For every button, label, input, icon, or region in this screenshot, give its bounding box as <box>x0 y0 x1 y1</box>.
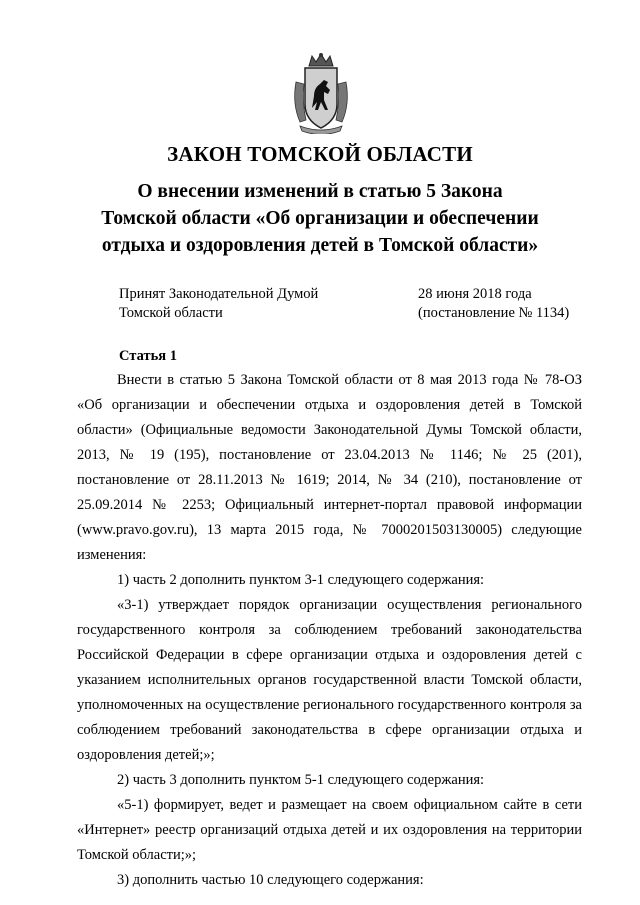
subtitle-line: Томской области «Об организации и обеспечении <box>101 208 539 229</box>
adoption-date: 28 июня 2018 года <box>418 286 532 302</box>
subtitle-line: О внесении изменений в статью 5 Закона <box>137 181 503 202</box>
coat-of-arms-icon <box>290 52 352 134</box>
paragraph: Внести в статью 5 Закона Томской области от 8 мая 2013 года № 78-ОЗ «Об организации и обеспечении отдыха и оздоровления детей в Томской области» (Официальные ведомости Законодательной Думы Томской области, 2013, № 19 (195), постановление от 23.04.2013 № 1146; № 25 (201), постановление от 28.11.2013 № 1619; 2014, № 34 (210), постановление от 25.09.2014 № 2253; Официальный интернет-портал правовой информации (www.pravo.gov.ru), 13 марта 2015 года, № 7000201503130005) следующие изменения: <box>77 372 582 563</box>
law-title: ЗАКОН ТОМСКОЙ ОБЛАСТИ <box>167 142 473 166</box>
subtitle-line: отдыха и оздоровления детей в Томской области» <box>101 235 539 256</box>
paragraph: «3-1) утверждает порядок организации осуществления регионального государственного контроля за соблюдением требований законодательства Российской Федерации в сфере организации отдыха и оздоровления детей с указанием исполнительных органов государственной власти Томской области, уполномоченных на осуществление регионального государственного контроля за соблюдением требований законодательства в сфере организации отдыха и оздоровления детей;»; <box>77 597 582 763</box>
adopted-by-line: Томской области <box>119 305 223 321</box>
paragraph: 1) часть 2 дополнить пунктом 3-1 следующего содержания: <box>117 572 485 588</box>
resolution-number: (постановление № 1134) <box>418 305 570 321</box>
adopted-by-line: Принят Законодательной Думой <box>119 286 319 302</box>
paragraph: 3) дополнить частью 10 следующего содержания: <box>117 872 424 888</box>
article-heading: Статья 1 <box>119 348 177 364</box>
article-body <box>77 368 582 893</box>
adopted-by <box>119 285 318 323</box>
paragraph: «5-1) формирует, ведет и размещает на своем официальном сайте в сети «Интернет» реестр организаций отдыха детей и их оздоровления на территории Томской области;»; <box>77 797 582 863</box>
law-subtitle <box>0 178 640 259</box>
paragraph: 2) часть 3 дополнить пунктом 5-1 следующего содержания: <box>117 772 485 788</box>
adoption-date-block <box>418 285 569 323</box>
